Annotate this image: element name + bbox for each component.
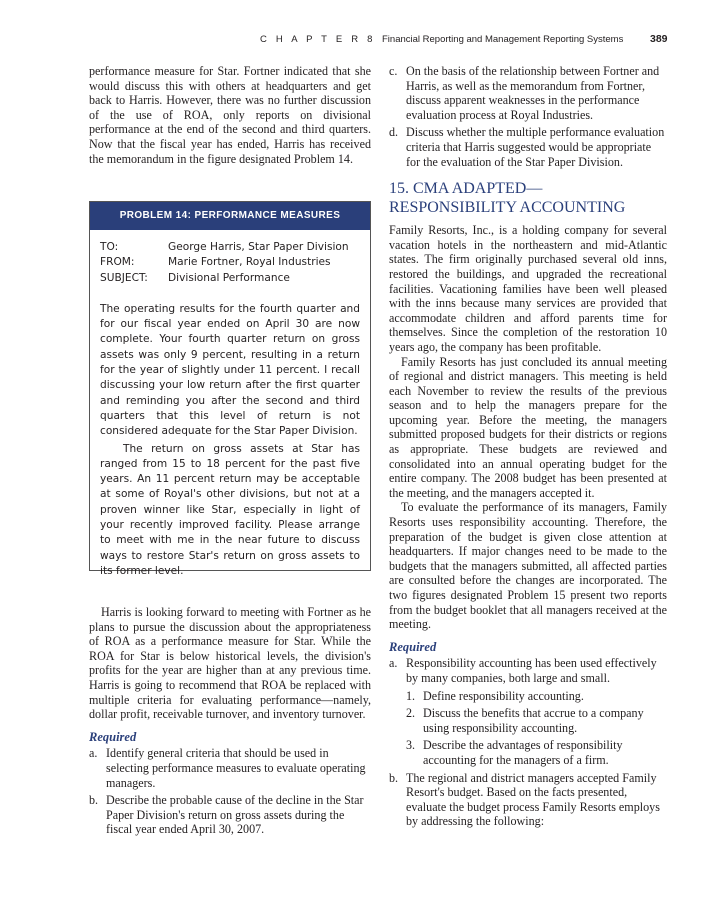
running-header <box>0 34 719 50</box>
resorts-paragraph-3: To evaluate the performance of its managers, Family Resorts uses responsibility accounting. Therefore, the preparation of the budget is given close attention at headquarters. If major changes need to be made to the budgets that the managers submitted, all affected parties are consulted before the changes are incorporated. The two figures designated Problem 15 present two reports from the budget booklet that all managers received at the meeting. <box>389 500 667 632</box>
sub-list-item: 2. Discuss the benefits that accrue to a company using responsibility accounting. <box>406 706 644 735</box>
list-item: a. Responsibility accounting has been used effectively by many companies, both large and small. <box>389 656 657 685</box>
required-list-cd <box>389 64 667 169</box>
memo <box>90 230 370 579</box>
required-list-left <box>89 746 371 837</box>
memo-to: TO: George Harris, Star Paper Division <box>100 241 349 253</box>
list-item: b. Describe the probable cause of the decline in the Star Paper Division's return on gross assets during the fiscal year ended April 30, 2007. <box>89 793 364 837</box>
sub-list-item: 1. Define responsibility accounting. <box>406 688 584 703</box>
right-column <box>389 64 667 832</box>
intro-paragraph: performance measure for Star. Fortner indicated that she would discuss this with others at headquarters and get back to Harris. However, there was no further discussion of the use of ROA, only reports on divisional performance at the end of the second and third quarters. Now that the fiscal year has ended, Harris has received the memorandum in the figure designated Problem 14. <box>89 64 371 166</box>
problem-14-box <box>89 201 371 577</box>
left-column-bottom <box>89 605 371 840</box>
memo-paragraph-1: The operating results for the fourth quarter and for our fiscal year ended on April 30 are now complete. Your fourth quarter return on gross assets was only 9 percent, resulting in a return for the year of slightly under 11 percent. I recall discussing your low return after the first quarter and reminding you after the second and third quarters that this level of return is not considered adequate for the Star Paper Division. <box>100 302 360 438</box>
section-heading-15: 15. CMA ADAPTED—RESPONSIBILITY ACCOUNTING <box>389 180 626 217</box>
box-title: PROBLEM 14: PERFORMANCE MEASURES <box>90 202 370 230</box>
harris-paragraph: Harris is looking forward to meeting with Fortner as he plans to pursue the discussion about the appropriateness of ROA as a performance measure for Star. While the ROA for Star is below historical levels, the division's profits for the year are higher than at any previous time. Harris is going to recommend that ROA be replaced with multiple criteria for evaluating performance—namely, dollar profit, receivable turnover, and inventory turnover. <box>89 605 371 722</box>
required-heading-left: Required <box>89 729 137 744</box>
page-number: 389 <box>650 33 668 45</box>
chapter-label: C H A P T E R 8 <box>260 34 376 45</box>
list-item: c. On the basis of the relationship between Fortner and Harris, as well as the memorandum from Fortner, discuss apparent weaknesses in the performance evaluation process at Royal Industries. <box>389 64 660 122</box>
sub-list-item: 3. Describe the advantages of responsibility accounting for the managers of a firm. <box>406 738 623 767</box>
memo-paragraph-2: The return on gross assets at Star has ranged from 15 to 18 percent for the past five years. An 11 percent return may be acceptable at some of Royal's other divisions, but not at a proven winner like Star, especially in light of your recently improved facility. Please arrange to meet with me in the near future to discuss ways to restore Star's return on gross assets to its former level. <box>100 442 360 577</box>
required-heading-right: Required <box>389 639 437 654</box>
memo-subject: SUBJECT: Divisional Performance <box>100 271 290 284</box>
resorts-paragraph-1: Family Resorts, Inc., is a holding company for several vacation hotels in the northeastern and mid-Atlantic states. The firm originally purchased several old inns, restored the buildings, and upgraded the recreational facilities. Vacationing families have been well pleased with the inns because many services are provided that accommodate children and afford parents time for themselves. Since the completion of the restoration 10 years ago, the company has been profitable. <box>389 223 667 354</box>
list-item: d. Discuss whether the multiple performance evaluation criteria that Harris suggested would be appropriate for the evaluation of the Star Paper Division. <box>389 125 665 169</box>
list-item: a. Identify general criteria that should be used in selecting performance measures to evaluate operating managers. <box>89 746 366 790</box>
chapter-title: Financial Reporting and Management Reporting Systems <box>382 34 624 45</box>
resorts-paragraph-2: Family Resorts has just concluded its annual meeting of regional and district managers. This meeting is held each November to review the results of the previous season and to help the managers prepare for the upcoming year. Before the meeting, the managers submitted proposed budgets for their districts or regions as appropriate. These budgets are reviewed and consolidated into an annual operating budget for the entire company. The 2008 budget has been presented at the meeting, and the managers accepted it. <box>389 354 667 500</box>
memo-from: FROM: Marie Fortner, Royal Industries <box>100 256 331 269</box>
list-item: b. The regional and district managers accepted Family Resort's budget. Based on the facts presented, evaluate the budget process Family Resorts employs by addressing the following: <box>389 770 660 829</box>
required-list-right <box>389 656 667 829</box>
left-column-top <box>89 64 371 166</box>
